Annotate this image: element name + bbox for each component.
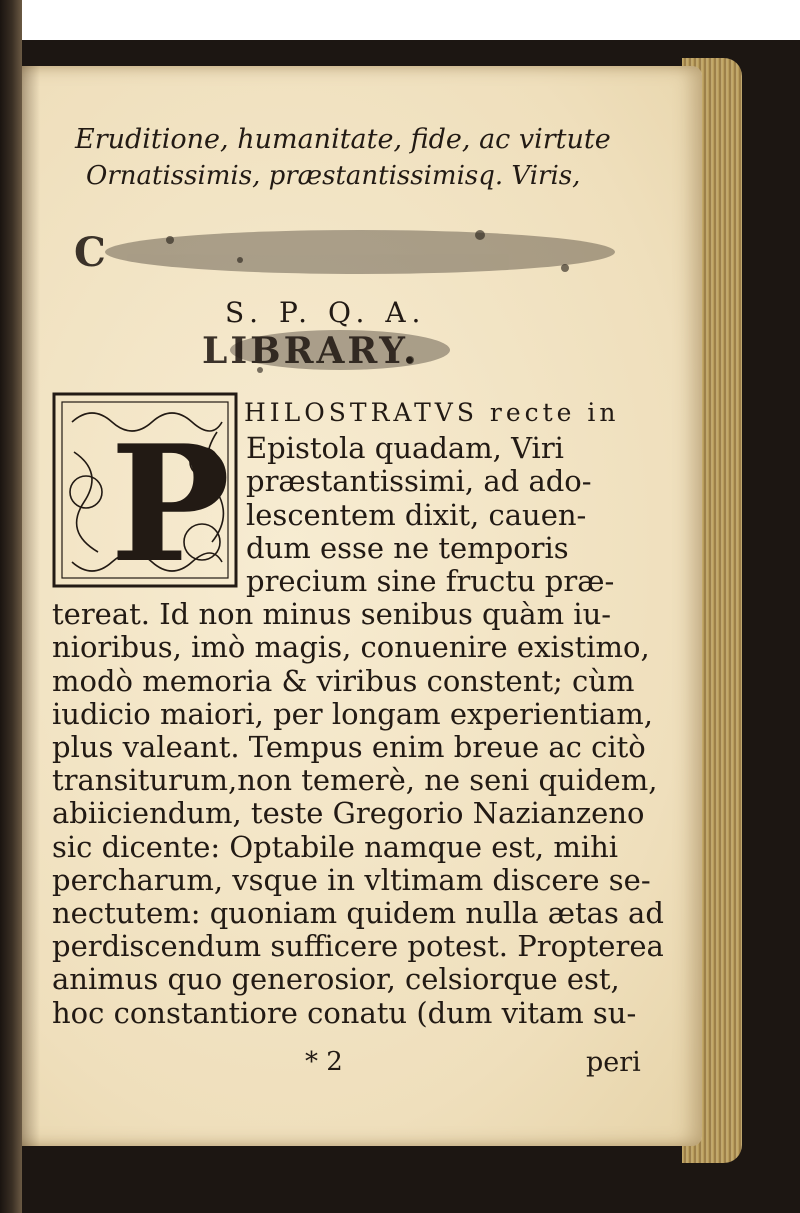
scan-margin-top	[22, 0, 800, 40]
body-line-6: precium sine fructu præ-	[246, 564, 615, 598]
stamp-line-2: S. P. Q. A.	[225, 296, 427, 329]
body-line-5: dum esse ne temporis	[246, 530, 569, 565]
body-line-16: nectutem: quoniam quidem nulla ætas ad	[52, 896, 664, 930]
body-line-3: præstantissimi, ad ado-	[246, 464, 592, 499]
body-line-1: HILOSTRATVS recte in	[244, 398, 620, 427]
body-line-19: hoc constantiore conatu (dum vitam su-	[52, 995, 637, 1030]
dedication-line-1: Eruditione, humanitate, fide, ac virtute	[75, 124, 611, 155]
body-line-7: tereat. Id non minus senibus quàm iu-	[52, 597, 612, 632]
body-line-8: nioribus, imò magis, conuenire existimo,	[52, 630, 650, 665]
body-line-11: plus valeant. Tempus enim breue ac citò	[52, 730, 646, 764]
initial-letter: P	[110, 410, 231, 588]
dedication-line-2: Ornatissimis, præstantissimisq. Viris,	[86, 161, 581, 191]
catchword: peri	[586, 1047, 641, 1078]
body-line-14: sic dicente: Optabile namque est, mihi	[52, 829, 619, 864]
body-line-13: abiiciendum, teste Gregorio Nazianzeno	[52, 796, 645, 831]
stamp-line-1: C	[74, 229, 108, 276]
body-line-12: transiturum,non temerè, ne seni quidem,	[52, 763, 658, 798]
body-line-18: animus quo generosior, celsiorque est,	[52, 962, 620, 997]
decorated-initial-icon	[52, 392, 238, 588]
body-line-10: iudicio maiori, per longam experientiam,	[52, 696, 654, 731]
body-line-9: modò memoria & viribus constent; cùm	[52, 663, 635, 698]
body-line-17: perdiscendum sufficere potest. Propterea	[52, 929, 664, 964]
stamp-line-3: LIBRARY.	[202, 330, 419, 372]
body-line-2: Epistola quadam, Viri	[246, 431, 564, 466]
body-line-4: lescentem dixit, cauen-	[246, 497, 587, 532]
signature-mark: * 2	[305, 1047, 343, 1077]
body-line-15: percharum, vsque in vltimam discere se-	[52, 862, 651, 897]
book-spine-edge	[0, 0, 22, 1213]
